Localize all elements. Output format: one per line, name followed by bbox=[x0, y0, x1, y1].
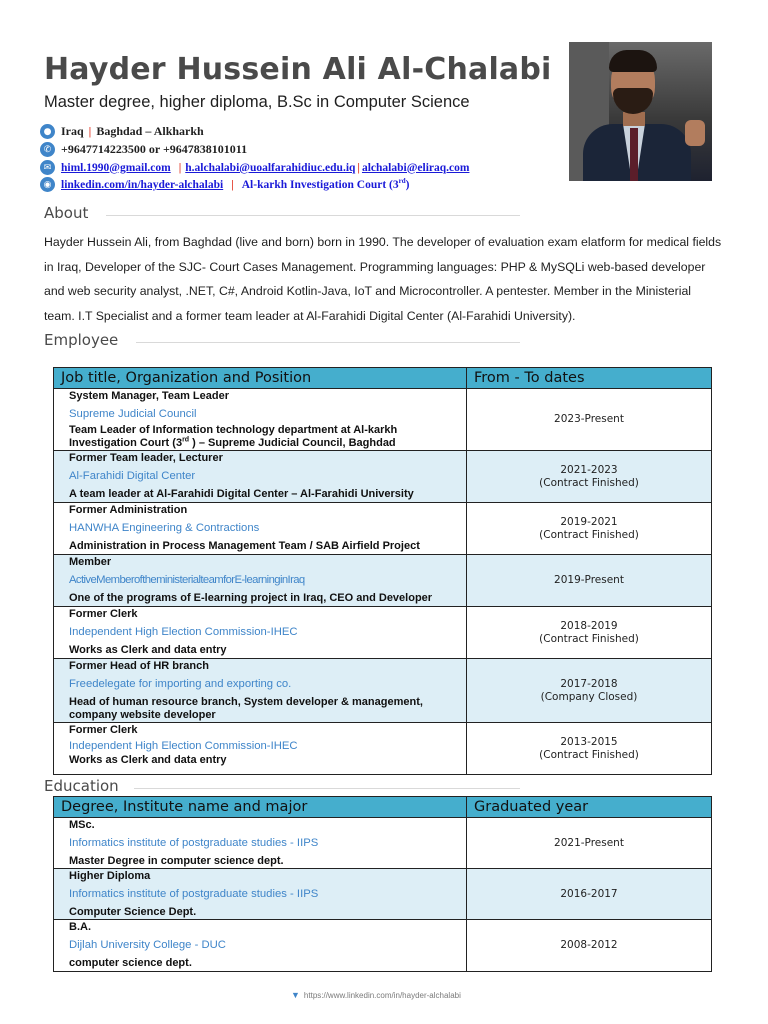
employee-table bbox=[53, 367, 712, 775]
separator: | bbox=[88, 124, 92, 138]
employee-heading: Employee bbox=[44, 331, 119, 349]
table-header: Job title, Organization and Position bbox=[54, 368, 467, 389]
contact-phone bbox=[40, 142, 247, 157]
candidate-headline: Master degree, higher diploma, B.Sc in Computer Science bbox=[44, 93, 470, 111]
institute: Informatics institute of postgraduate studies - IIPS bbox=[69, 837, 319, 849]
table-row bbox=[54, 607, 712, 659]
email-link-1[interactable]: himl.1990@gmail.com bbox=[61, 161, 171, 174]
job-status-note: (Contract Finished) bbox=[539, 528, 639, 541]
linkedin-icon: ▼ bbox=[291, 990, 300, 1000]
job-status-note: (Contract Finished) bbox=[539, 476, 639, 489]
employee-divider bbox=[136, 342, 520, 343]
job-organization: Al-Farahidi Digital Center bbox=[69, 470, 196, 482]
job-detail: One of the programs of E-learning project in Iraq, CEO and Developer bbox=[69, 592, 433, 604]
job-organization: Freedelegate for importing and exporting co. bbox=[69, 678, 292, 690]
table-row bbox=[54, 869, 712, 920]
job-detail: Works as Clerk and data entry bbox=[69, 754, 227, 766]
separator: | bbox=[357, 161, 360, 174]
linkedin-link[interactable]: linkedin.com/in/hayder-alchalabi bbox=[61, 178, 224, 191]
institute: Dijlah University College - DUC bbox=[69, 939, 226, 951]
candidate-name: Hayder Hussein Ali Al-Chalabi bbox=[44, 52, 552, 87]
court-text: Al-karkh Investigation Court (3rd) bbox=[241, 176, 410, 191]
job-role: System Manager, Team Leader bbox=[69, 390, 229, 402]
job-role: Former Head of HR branch bbox=[69, 660, 209, 672]
contact-city: Baghdad – Alkharkh bbox=[96, 124, 204, 138]
globe-icon: ◉ bbox=[40, 177, 55, 192]
job-organization: Independent High Election Commission-IHEC bbox=[69, 626, 298, 638]
job-status-note: (Company Closed) bbox=[540, 690, 638, 703]
contact-location bbox=[40, 124, 204, 139]
degree: Higher Diploma bbox=[69, 870, 151, 882]
location-pin-icon: ● bbox=[40, 124, 55, 139]
separator: | bbox=[231, 178, 234, 191]
degree: MSc. bbox=[69, 819, 95, 831]
table-row bbox=[54, 389, 712, 451]
table-row bbox=[54, 818, 712, 869]
email-icon: ✉ bbox=[40, 160, 55, 175]
table-row bbox=[54, 451, 712, 503]
contact-web bbox=[40, 177, 409, 192]
job-dates: 2019-2021 bbox=[560, 515, 618, 528]
table-header: Degree, Institute name and major bbox=[54, 797, 467, 818]
job-detail: A team leader at Al-Farahidi Digital Center – Al-Farahidi University bbox=[69, 488, 414, 500]
degree: B.A. bbox=[69, 921, 91, 933]
table-header: Graduated year bbox=[467, 797, 712, 818]
graduated-year: 2008-2012 bbox=[560, 939, 618, 951]
job-dates: 2021-2023 bbox=[560, 463, 618, 476]
major: computer science dept. bbox=[69, 957, 192, 969]
email-link-2[interactable]: h.alchalabi@uoalfarahidiuc.edu.iq bbox=[185, 161, 356, 174]
about-heading: About bbox=[44, 204, 89, 222]
job-dates: 2017-2018 bbox=[560, 677, 618, 690]
table-header-row bbox=[54, 368, 712, 389]
education-heading: Education bbox=[44, 777, 119, 795]
table-row bbox=[54, 503, 712, 555]
table-row bbox=[54, 920, 712, 972]
graduated-year: 2021-Present bbox=[554, 836, 624, 849]
contact-email bbox=[40, 160, 469, 175]
major: Computer Science Dept. bbox=[69, 906, 197, 918]
institute: Informatics institute of postgraduate studies - IIPS bbox=[69, 888, 319, 900]
contact-phones: +9647714223500 or +9647838101011 bbox=[61, 142, 248, 156]
job-organization: ActiveMemberoftheministerialteamforE-learninginIraq bbox=[69, 574, 305, 586]
education-table bbox=[53, 796, 712, 972]
education-divider bbox=[134, 788, 520, 789]
profile-photo bbox=[569, 42, 712, 181]
footer bbox=[291, 990, 461, 1000]
job-role: Former Clerk bbox=[69, 724, 138, 736]
about-divider bbox=[106, 215, 520, 216]
job-detail: Administration in Process Management Team / SAB Airfield Project bbox=[69, 540, 420, 552]
job-organization: Supreme Judicial Council bbox=[69, 408, 197, 420]
contact-country: Iraq bbox=[61, 124, 84, 138]
job-role: Former Administration bbox=[69, 504, 188, 516]
separator: | bbox=[178, 161, 182, 174]
job-role: Member bbox=[69, 556, 112, 568]
job-status-note: (Contract Finished) bbox=[539, 748, 639, 761]
table-row bbox=[54, 555, 712, 607]
major: Master Degree in computer science dept. bbox=[69, 855, 284, 867]
job-detail: Works as Clerk and data entry bbox=[69, 644, 227, 656]
table-header-row bbox=[54, 797, 712, 818]
job-detail: Head of human resource branch, System developer & management, company website developer bbox=[69, 696, 423, 721]
job-role: Former Clerk bbox=[69, 608, 138, 620]
job-organization: HANWHA Engineering & Contractions bbox=[69, 522, 260, 534]
email-link-3[interactable]: alchalabi@eliraq.com bbox=[361, 161, 470, 174]
job-dates: 2023-Present bbox=[554, 413, 624, 425]
job-detail: Team Leader of Information technology department at Al-karkh Investigation Court (3rd ) – Supreme Judicial Council, Baghdad bbox=[69, 424, 398, 449]
job-role: Former Team leader, Lecturer bbox=[69, 452, 223, 464]
table-row bbox=[54, 723, 712, 775]
job-status-note: (Contract Finished) bbox=[539, 632, 639, 645]
graduated-year: 2016-2017 bbox=[560, 887, 618, 900]
job-dates: 2019-Present bbox=[554, 574, 624, 586]
job-organization: Independent High Election Commission-IHEC bbox=[69, 740, 298, 752]
footer-url[interactable]: https://www.linkedin.com/in/hayder-alchalabi bbox=[303, 990, 461, 1000]
table-row bbox=[54, 659, 712, 723]
about-text: Hayder Hussein Ali, from Baghdad (live and born) born in 1990. The developer of evaluation exam elatform for medical fields in Iraq, Developer of the SJC- Court Cases Management. Programming languages: PHP & MySQLi web-based developer and web security analyst, .NET, C#, Android Kotlin-Java, IoT and Microcontroller. A pentester. Member in the Ministerial team. I.T Specialist and a former team leader at Al-Farahidi Digital Center (Al-Farahidi University). bbox=[44, 235, 722, 323]
job-dates: 2018-2019 bbox=[560, 619, 618, 632]
phone-icon: ✆ bbox=[40, 142, 55, 157]
table-header: From - To dates bbox=[467, 368, 712, 389]
job-dates: 2013-2015 bbox=[560, 735, 618, 748]
